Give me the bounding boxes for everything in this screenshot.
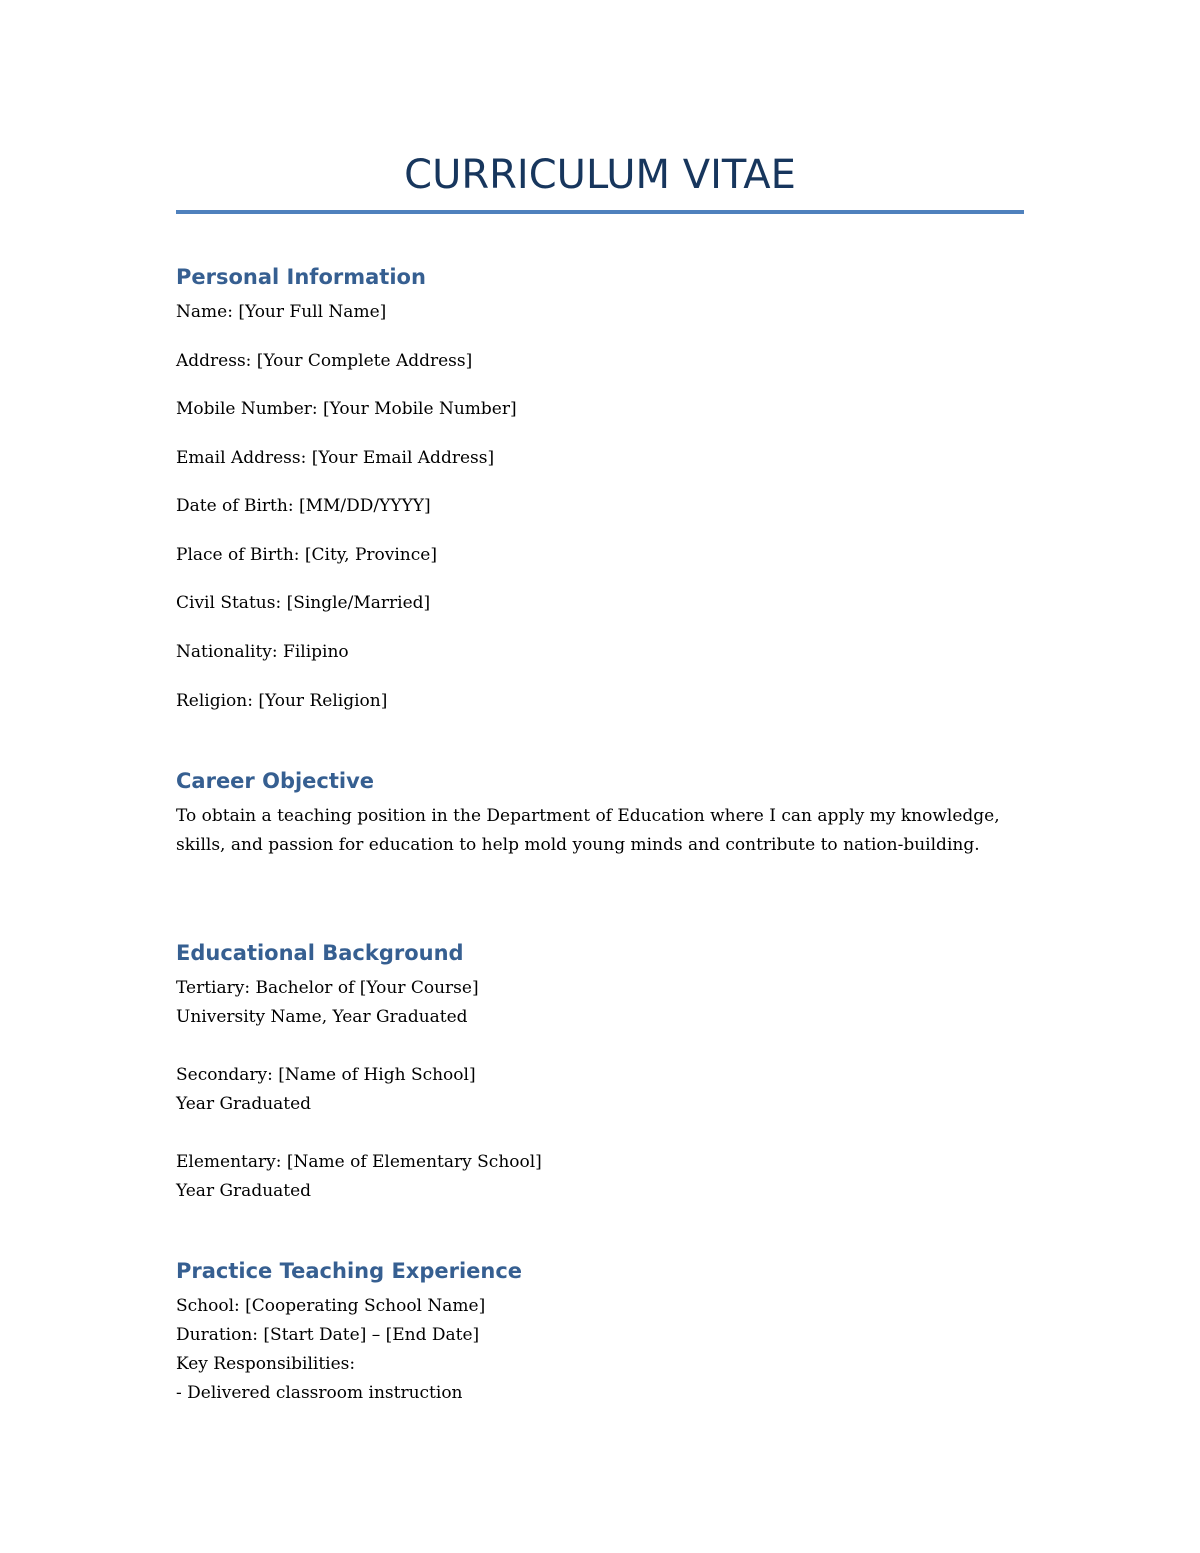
personal-info-nationality: Nationality: Filipino — [176, 642, 349, 662]
personal-info-civil-status: Civil Status: [Single/Married] — [176, 593, 431, 613]
personal-info-religion: Religion: [Your Religion] — [176, 691, 388, 711]
personal-info-birth-date: Date of Birth: [MM/DD/YYYY] — [176, 496, 431, 516]
title-divider — [176, 210, 1024, 214]
practice-teaching-responsibility-item: - Delivered classroom instruction — [176, 1383, 463, 1403]
personal-info-name: Name: [Your Full Name] — [176, 302, 387, 322]
section-heading-educational-background: Educational Background — [176, 941, 464, 965]
section-heading-practice-teaching: Practice Teaching Experience — [176, 1259, 523, 1283]
practice-teaching-school: School: [Cooperating School Name] — [176, 1296, 486, 1316]
education-elementary: Elementary: [Name of Elementary School] — [176, 1152, 542, 1172]
education-secondary: Secondary: [Name of High School] — [176, 1065, 476, 1085]
education-tertiary-detail: University Name, Year Graduated — [176, 1007, 468, 1027]
personal-info-email: Email Address: [Your Email Address] — [176, 448, 495, 468]
education-tertiary: Tertiary: Bachelor of [Your Course] — [176, 978, 479, 998]
personal-info-mobile: Mobile Number: [Your Mobile Number] — [176, 399, 517, 419]
practice-teaching-responsibilities-label: Key Responsibilities: — [176, 1354, 356, 1374]
personal-info-address: Address: [Your Complete Address] — [176, 351, 473, 371]
education-secondary-detail: Year Graduated — [176, 1094, 312, 1114]
section-heading-personal-information: Personal Information — [176, 265, 426, 289]
education-elementary-detail: Year Graduated — [176, 1181, 312, 1201]
document-title: CURRICULUM VITAE — [404, 152, 796, 198]
career-objective-text: To obtain a teaching position in the Department of Education where I can apply my knowledge, skills, and passion for education to help mold young minds and contribute to nation-building. — [176, 806, 1000, 855]
personal-info-birth-place: Place of Birth: [City, Province] — [176, 545, 437, 565]
section-heading-career-objective: Career Objective — [176, 769, 375, 793]
practice-teaching-duration: Duration: [Start Date] – [End Date] — [176, 1325, 480, 1345]
